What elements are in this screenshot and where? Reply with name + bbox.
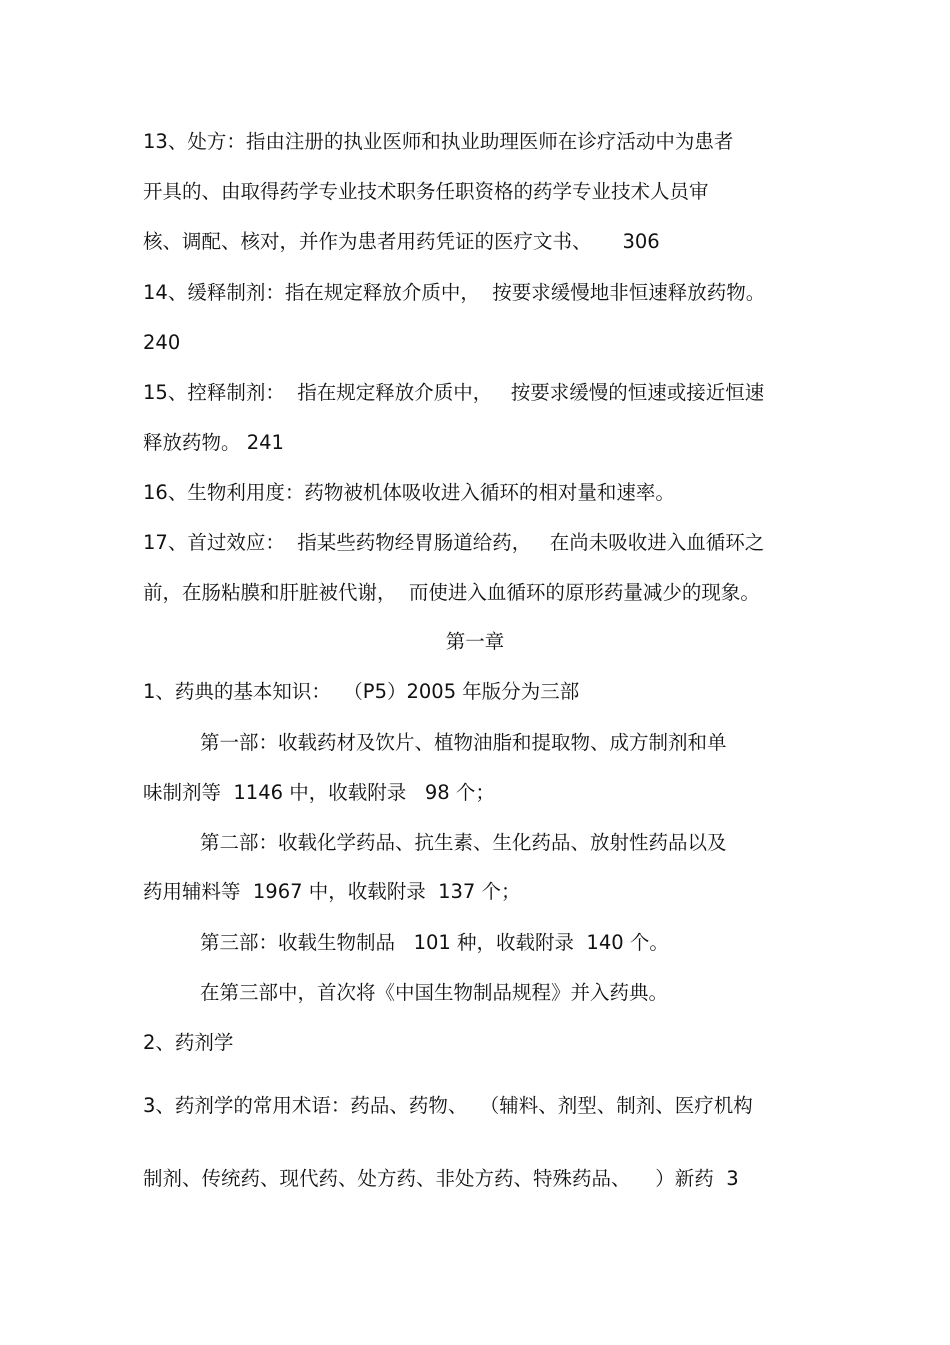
text-line-part-three: 第三部：收载生物制品 101 种，收载附录 140 个。 [200, 931, 669, 954]
text-line-pharmaceutics: 2、药剂学 [143, 1031, 234, 1054]
text-line: 释放药物。 241 [143, 431, 284, 454]
text-line-terms: 3、药剂学的常用术语：药品、药物、 （辅料、剂型、制剂、医疗机构 [143, 1094, 753, 1117]
text-line: 240 [143, 331, 181, 354]
text-line: 药用辅料等 1967 中，收载附录 137 个； [143, 880, 521, 903]
text-line: 开具的、由取得药学专业技术职务任职资格的药学专业技术人员审 [143, 180, 709, 203]
text-line: 在第三部中，首次将《中国生物制品规程》并入药典。 [200, 981, 669, 1004]
text-line-17-first-pass-effect: 17、首过效应： 指某些药物经胃肠道给药， 在尚未吸收进入血循环之 [143, 531, 765, 554]
text-line: 核、调配、核对，并作为患者用药凭证的医疗文书、 306 [143, 230, 660, 253]
text-line-pharmacopoeia: 1、药典的基本知识： （P5）2005 年版分为三部 [143, 680, 580, 703]
text-line-14-sustained-release: 14、缓释制剂：指在规定释放介质中， 按要求缓慢地非恒速释放药物。 [143, 281, 766, 304]
text-line-part-two: 第二部：收载化学药品、抗生素、生化药品、放射性药品以及 [200, 831, 727, 854]
text-line: 制剂、传统药、现代药、处方药、非处方药、特殊药品、 ）新药 3 [143, 1167, 739, 1190]
text-line: 前，在肠粘膜和肝脏被代谢， 而使进入血循环的原形药量减少的现象。 [143, 581, 760, 604]
text-line-13-prescription: 13、处方：指由注册的执业医师和执业助理医师在诊疗活动中为患者 [143, 130, 734, 153]
chapter-heading: 第一章 [445, 630, 505, 653]
text-line-16-bioavailability: 16、生物利用度：药物被机体吸收进入循环的相对量和速率。 [143, 481, 675, 504]
text-line-15-controlled-release: 15、控释制剂： 指在规定释放介质中， 按要求缓慢的恒速或接近恒速 [143, 381, 765, 404]
text-line-part-one: 第一部：收载药材及饮片、植物油脂和提取物、成方制剂和单 [200, 731, 727, 754]
text-line: 味制剂等 1146 中，收载附录 98 个； [143, 781, 495, 804]
